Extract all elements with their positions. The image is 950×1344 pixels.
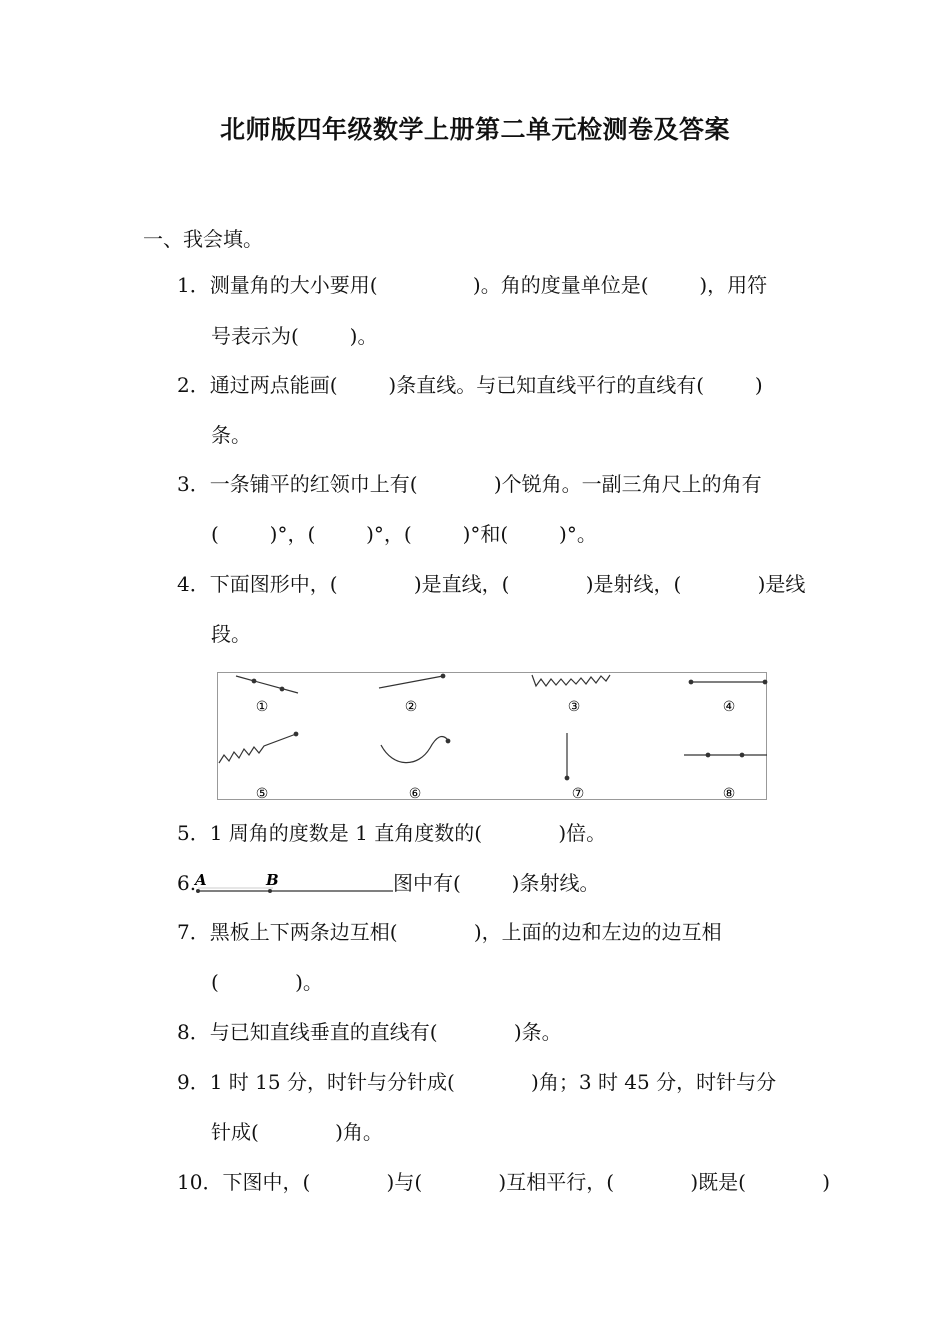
question-10-line-1: 10．下图中，( )与( )互相平行，( )既是( ) xyxy=(177,1170,831,1194)
figure-4-shape xyxy=(689,680,767,684)
figure-label-4: ④ xyxy=(722,699,736,715)
question-7-line-2: ( )。 xyxy=(211,970,323,994)
figure-label-6: ⑥ xyxy=(408,786,422,801)
question-9-line-1: 9．1 时 15 分，时针与分针成( )角；3 时 45 分，时针与分 xyxy=(177,1070,777,1094)
question-5-line-1: 5．1 周角的度数是 1 直角度数的( )倍。 xyxy=(177,821,607,845)
question-9-line-2: 针成( )角。 xyxy=(211,1120,383,1144)
figure-8-shape xyxy=(684,753,767,757)
ray-ab-svg xyxy=(193,870,393,896)
point-a-dot xyxy=(196,889,200,893)
point-b-dot xyxy=(268,889,272,893)
lines-figure xyxy=(217,672,767,800)
lines-figure-svg xyxy=(218,673,768,801)
question-6-text: 图中有( )条射线。 xyxy=(393,871,600,895)
figure-label-7: ⑦ xyxy=(571,786,585,801)
point-b-label: B xyxy=(266,871,279,889)
figure-1-shape xyxy=(236,676,298,693)
figure-3-shape xyxy=(532,675,610,686)
figure-label-8: ⑧ xyxy=(722,786,736,801)
question-8-line-1: 8．与已知直线垂直的直线有( )条。 xyxy=(177,1020,562,1044)
figure-2-shape xyxy=(379,674,445,688)
section-heading: 一、我会填。 xyxy=(143,227,263,251)
question-1-line-2: 号表示为( )。 xyxy=(211,324,378,348)
question-2-line-1: 2．通过两点能画( )条直线。与已知直线平行的直线有( ) xyxy=(177,373,763,397)
figure-5-shape xyxy=(219,732,298,763)
question-4-line-2: 段。 xyxy=(211,622,251,646)
question-7-line-1: 7．黑板上下两条边互相( )，上面的边和左边的边互相 xyxy=(177,920,722,944)
figure-label-1: ① xyxy=(255,699,269,715)
figure-7-shape xyxy=(565,733,569,780)
question-2-line-2: 条。 xyxy=(211,423,251,447)
figure-6-shape xyxy=(381,737,450,763)
ray-ab-figure xyxy=(193,870,393,896)
question-3-line-2: ( )°，( )°，( )°和( )°。 xyxy=(211,522,597,546)
question-3-line-1: 3．一条铺平的红领巾上有( )个锐角。一副三角尺上的角有 xyxy=(177,472,762,496)
figure-label-5: ⑤ xyxy=(255,786,269,801)
question-6-prefix: 6. xyxy=(177,871,197,895)
figure-label-3: ③ xyxy=(567,699,581,715)
question-1-line-1: 1．测量角的大小要用( )。角的度量单位是( )，用符 xyxy=(177,273,768,297)
figure-label-2: ② xyxy=(404,699,418,715)
page-title: 北师版四年级数学上册第二单元检测卷及答案 xyxy=(219,115,730,144)
point-a-label: A xyxy=(195,871,207,889)
question-4-line-1: 4．下面图形中，( )是直线，( )是射线，( )是线 xyxy=(177,572,806,596)
